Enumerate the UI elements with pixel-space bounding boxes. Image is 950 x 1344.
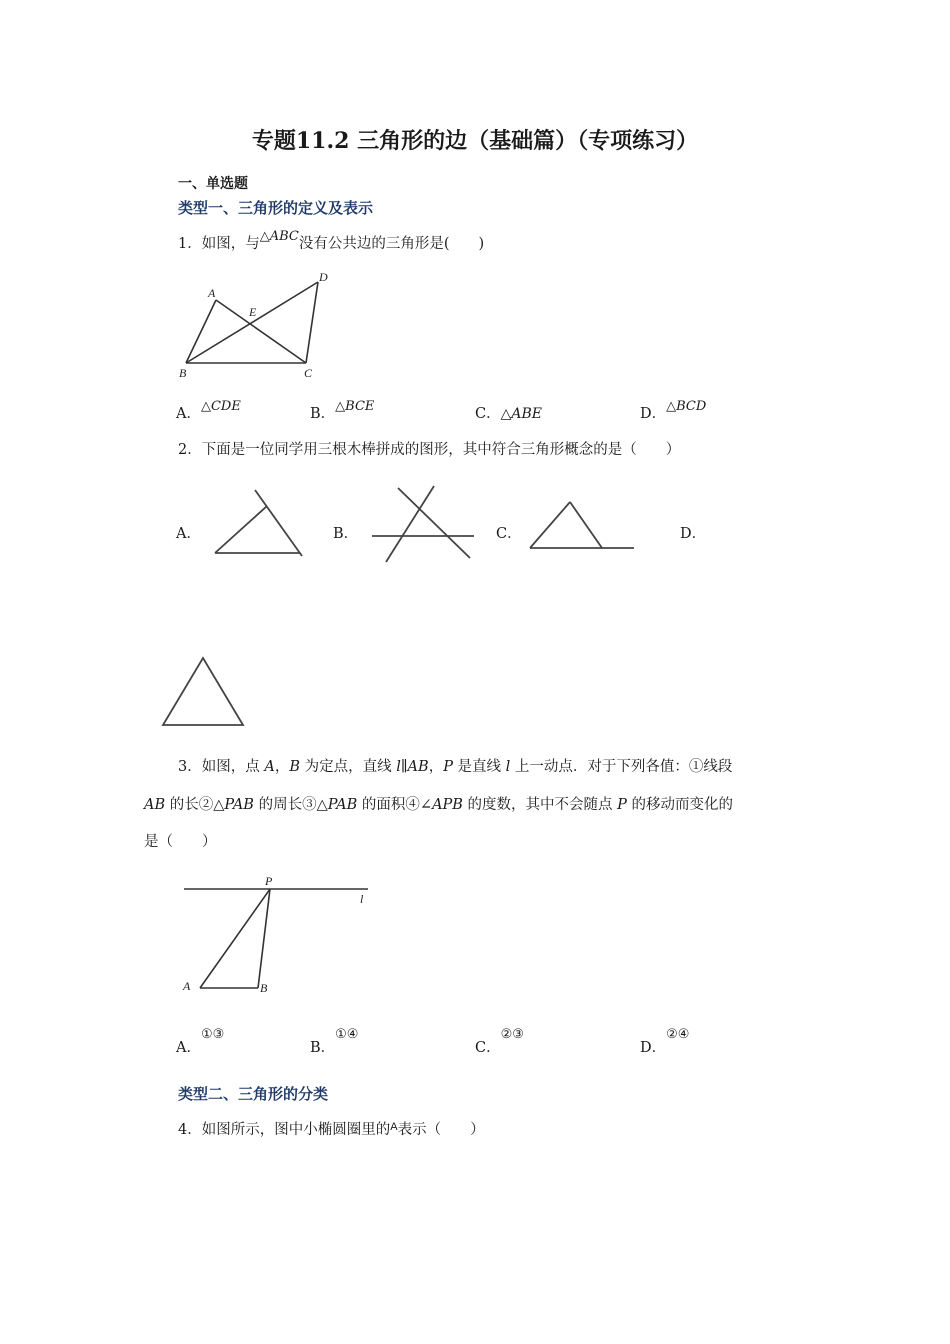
- q3-option-b-value: ①④: [335, 1027, 359, 1042]
- q1-figure: [170, 265, 340, 385]
- question-2: 2．下面是一位同学用三根木棒拼成的图形，其中符合三角形概念的是（ ）: [178, 442, 681, 458]
- q2-figure-b: [368, 484, 478, 569]
- q1-option-d-value: △BCD: [666, 399, 707, 414]
- q1-label-a: A: [208, 286, 216, 300]
- q1-option-a-value: △CDE: [200, 399, 241, 414]
- question-3-line-3: 是（ ）: [144, 834, 217, 850]
- q1-label-e: E: [249, 305, 257, 319]
- type-heading-1: 类型一、三角形的定义及表示: [178, 199, 374, 217]
- type-heading-2: 类型二、三角形的分类: [178, 1085, 329, 1103]
- q3-label-p: P: [265, 874, 273, 888]
- q1-option-c[interactable]: [475, 402, 542, 423]
- question-1: [178, 229, 485, 253]
- q3-option-d-value: ②④: [666, 1027, 690, 1042]
- q2-figure-a: [205, 488, 315, 563]
- q1-option-d[interactable]: [640, 399, 707, 423]
- q4-prefix: 4．如图所示，图中小椭圆圈里的: [178, 1122, 391, 1138]
- q2-figure-d: [155, 650, 255, 732]
- q1-option-a-letter: A．: [176, 406, 201, 422]
- q3-label-a: A: [183, 979, 191, 993]
- q1-suffix: 没有公共边的三角形是( ): [298, 236, 485, 252]
- q1-option-c-letter: C．: [475, 406, 501, 422]
- question-4: [178, 1118, 485, 1139]
- q3-option-c[interactable]: [475, 1027, 524, 1057]
- q1-option-a[interactable]: [176, 399, 241, 423]
- q3-option-b-letter: B．: [310, 1040, 336, 1056]
- q4-mark: A: [390, 1121, 398, 1133]
- section-heading: 一、单选题: [178, 176, 248, 192]
- q3-option-b[interactable]: [310, 1027, 359, 1057]
- q1-option-d-letter: D．: [640, 406, 667, 422]
- q1-seg-cd: [306, 282, 318, 363]
- q3-option-c-letter: C．: [475, 1040, 501, 1056]
- q2-option-b[interactable]: B．: [333, 526, 359, 542]
- q1-option-c-value: △ABE: [500, 406, 542, 422]
- q2-figure-c: [522, 494, 640, 556]
- q4-suffix: 表示（ ）: [397, 1122, 485, 1138]
- q1-triangle: △ABC: [259, 229, 299, 244]
- q1-seg-ac: [216, 300, 306, 363]
- question-3-line-1: 3．如图，点 A，B 为定点，直线 l∥AB，P 是直线 l 上一动点．对于下列各值：①线段: [178, 759, 733, 775]
- q3-option-a-letter: A．: [176, 1040, 201, 1056]
- q2-option-c[interactable]: C．: [496, 526, 522, 542]
- q1-label-d: D: [319, 270, 328, 284]
- q3-option-c-value: ②③: [500, 1027, 524, 1042]
- q3-option-d[interactable]: [640, 1027, 690, 1057]
- q3-label-b: B: [260, 981, 268, 995]
- q2-option-d[interactable]: D．: [680, 526, 707, 542]
- q3-figure: [178, 870, 378, 1000]
- q1-option-b[interactable]: [310, 399, 375, 423]
- q1-option-b-value: △BCE: [335, 399, 375, 414]
- q3-option-d-letter: D．: [640, 1040, 667, 1056]
- q1-label-b: B: [179, 366, 187, 380]
- q3-option-a-value: ①③: [200, 1027, 225, 1042]
- page-title: 专题11.2 三角形的边（基础篇）（专项练习）: [251, 128, 699, 154]
- q1-prefix: 1．如图，与: [178, 236, 260, 252]
- question-3-line-2: AB 的长②△PAB 的周长③△PAB 的面积④∠APB 的度数，其中不会随点 P 的移动而变化的: [144, 797, 734, 813]
- q3-option-a[interactable]: [176, 1027, 225, 1057]
- q3-label-l: l: [360, 892, 364, 906]
- q1-option-b-letter: B．: [310, 406, 336, 422]
- q2-option-a[interactable]: A．: [176, 526, 201, 542]
- q1-label-c: C: [304, 366, 313, 380]
